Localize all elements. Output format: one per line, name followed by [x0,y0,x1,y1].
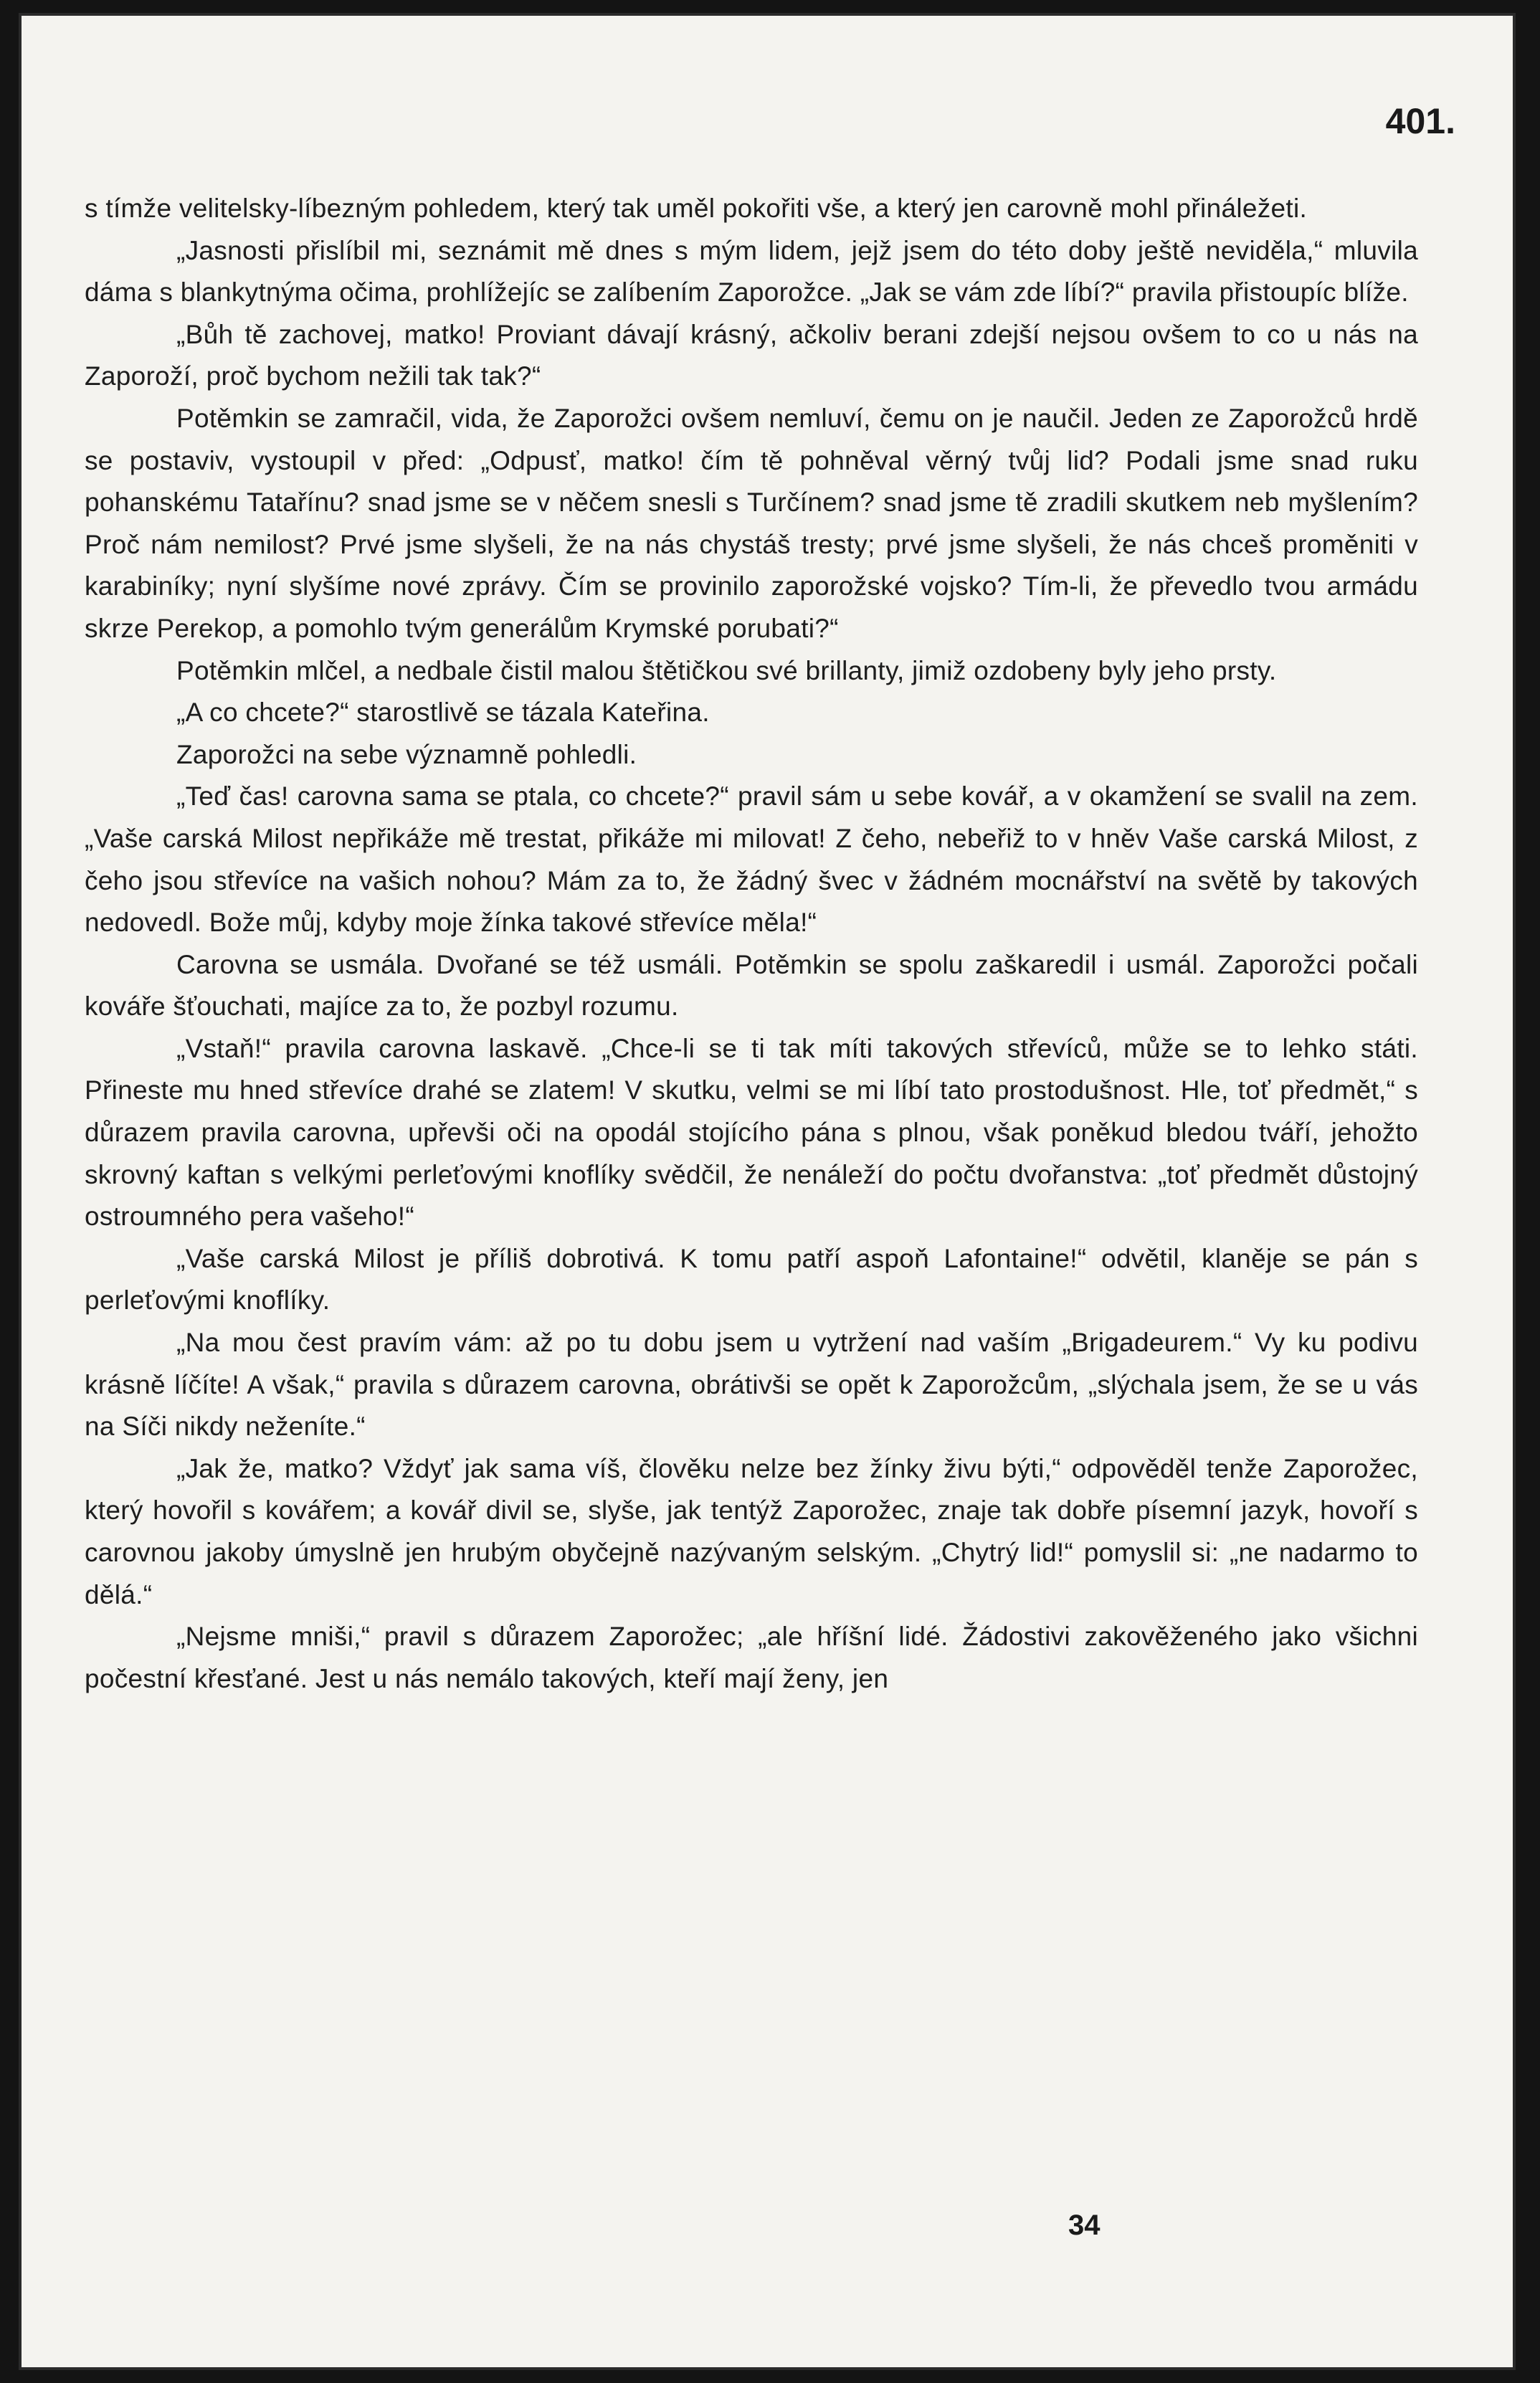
paragraph: „Na mou čest pravím vám: až po tu dobu jsem u vytržení nad vaším „Brigadeurem.“ Vy ku podivu krásně líčíte! A však,“ pravila s důrazem carovna, obrátivši se opět k Zaporožcům, „slýchala jsem, že se u vás na Síči nikdy neženíte.“ [85,1328,1418,1442]
paragraph: „Vaše carská Milost je příliš dobrotivá. K tomu patří aspoň Lafontaine!“ odvětil, klaněje se pán s perleťovými knoflíky. [85,1243,1418,1316]
paragraph: Carovna se usmála. Dvořané se též usmáli. Potěmkin se spolu zaškaredil i usmál. Zaporožci počali kováře šťouchati, majíce za to, že pozbyl rozumu. [85,949,1418,1022]
body-text [85,188,1418,1700]
book-page [22,16,1513,2367]
paragraph: „Jasnosti přislíbil mi, seznámit mě dnes s mým lidem, jejž jsem do této doby ještě neviděla,“ mluvila dáma s blankytnýma očima, prohlížejíc se zalíbením Zaporožce. „Jak se vám zde líbí?“ pravila přistoupíc blíže. [85,235,1418,308]
paragraph: „Jak že, matko? Vždyť jak sama víš, člověku nelze bez žínky živu býti,“ odpověděl tenže Zaporožec, který hovořil s kovářem; a kovář divil se, slyše, jak tentýž Zaporožec, znaje tak dobře písemní jazyk, hovoří s carovnou jakoby úmyslně jen hrubým obyčejně nazývaným selským. „Chytrý lid!“ pomyslil si: „ne nadarmo to dělá.“ [85,1453,1418,1609]
paragraph: Potěmkin se zamračil, vida, že Zaporožci ovšem nemluví, čemu on je naučil. Jeden ze Zaporožců hrdě se postaviv, vystoupil v před: „Odpusť, matko! čím tě pohněval věrný tvůj lid? Podali jsme snad ruku pohanskému Tatařínu? snad jsme se v něčem snesli s Turčínem? snad jsme tě zradili skutkem neb myšlením? Proč nám nemilost? Prvé jsme slyšeli, že na nás chystáš tresty; prvé jsme slyšeli, že nás chceš proměniti v karabiníky; nyní slyšíme nové zprávy. Čím se provinilo zaporožské vojsko? Tím-li, že převedlo tvou armádu skrze Perekop, a pomohlo tvým generálům Krymské porubati?“ [85,403,1418,643]
paragraph: „Bůh tě zachovej, matko! Proviant dávají krásný, ačkoliv berani zdejší nejsou ovšem to co u nás na Zaporoží, proč bychom nežili tak tak?“ [85,319,1418,391]
paragraph: Zaporožci na sebe významně pohledli. [176,739,637,769]
paragraph: s tímže velitelsky-líbezným pohledem, který tak uměl pokořiti vše, a který jen carovně mohl přináležeti. [85,194,1308,223]
paragraph: „Teď čas! carovna sama se ptala, co chcete?“ pravil sám u sebe kovář, a v okamžení se svalil na zem. „Vaše carská Milost nepřikáže mě trestat, přikáže mi milovat! Z čeho, nebeřiž to v hněv Vaše carská Milost, z čeho jsou střevíce na vašich nohou? Mám za to, že žádný švec v žádném mocnářství na světě by takových nedovedl. Bože můj, kdyby moje žínka takové střevíce měla!“ [85,781,1418,938]
sheet-signature-mark: 34 [1068,2210,1101,2241]
paragraph: „Vstaň!“ pravila carovna laskavě. „Chce-li se ti tak míti takových střevíců, může se to lehko státi. Přineste mu hned střevíce drahé se zlatem! V skutku, velmi se mi líbí tato prostodušnost. Hle, toť předmět,“ s důrazem pravila carovna, upřevši oči na opodál stojícího pána s plnou, však poněkud bledou tváří, jehožto skrovný kaftan s velkými perleťovými knoflíky svědčil, že nenáleží do počtu dvořanstva: „toť předmět důstojný ostroumného pera vašeho!“ [85,1033,1418,1232]
paragraph: „Nejsme mniši,“ pravil s důrazem Zaporožec; „ale hříšní lidé. Žádostivi zakověženého jako všichni počestní křesťané. Jest u nás nemálo takových, kteří mají ženy, jen [85,1622,1418,1693]
paragraph: Potěmkin mlčel, a nedbale čistil malou štětičkou své brillanty, jimiž ozdobeny byly jeho prsty. [176,655,1277,685]
paragraph: „A co chcete?“ starostlivě se tázala Kateřina. [176,698,710,728]
page-number: 401. [1385,101,1455,141]
